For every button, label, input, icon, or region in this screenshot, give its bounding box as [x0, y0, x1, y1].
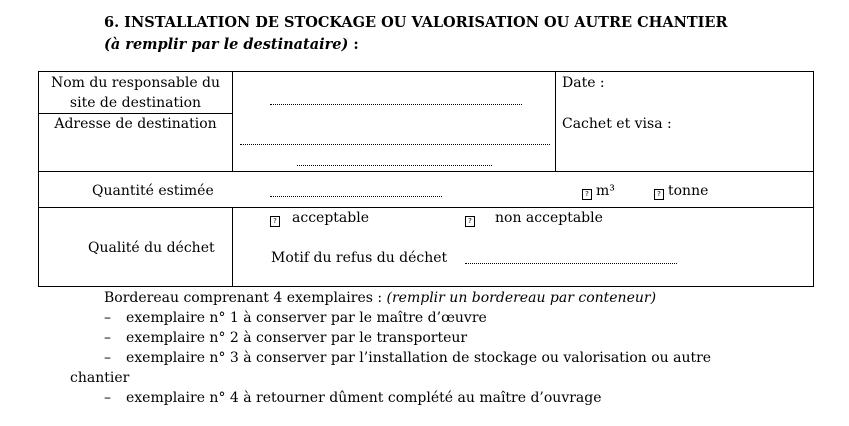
motif-refus-label: Motif du refus du déchet — [271, 250, 448, 266]
checkbox-icon: ? — [582, 189, 592, 200]
table-line-adresse-bottom — [38, 171, 814, 172]
cachet-visa-label: Cachet et visa : — [562, 116, 672, 132]
checkbox-icon: ? — [654, 189, 664, 200]
checkbox-icon: ? — [465, 216, 475, 227]
nom-responsable-label: Nom du responsable du site de destination — [50, 75, 221, 111]
table-line-top — [38, 71, 814, 72]
acceptable-option[interactable]: ? acceptable — [270, 210, 369, 227]
nom-responsable-field[interactable] — [270, 104, 522, 105]
list-item: – exemplaire n° 3 à conserver par l’installation de stockage ou valorisation ou autre — [104, 350, 712, 366]
adresse-field-line-1[interactable] — [240, 144, 550, 145]
list-item: – exemplaire n° 1 à conserver par le maître d’œuvre — [104, 310, 487, 326]
bordereau-note: Bordereau comprenant 4 exemplaires : (remplir un bordereau par conteneur) — [104, 290, 657, 306]
adresse-label: Adresse de destination — [54, 116, 217, 132]
adresse-field-line-2[interactable] — [297, 165, 492, 166]
table-line-right — [813, 71, 814, 287]
subtitle-italic: (à remplir par le destinataire) — [104, 36, 349, 53]
unit-m3-option[interactable]: ? m³ — [582, 183, 615, 200]
motif-refus-field[interactable] — [465, 263, 677, 264]
date-label: Date : — [562, 75, 605, 91]
quantite-label: Quantité estimée — [92, 183, 214, 199]
table-line-bottom — [38, 286, 814, 287]
table-line-quantite-bottom — [38, 207, 814, 208]
list-item-continuation: chantier — [70, 370, 130, 386]
unit-tonne-option[interactable]: ? tonne — [654, 183, 708, 200]
list-item: – exemplaire n° 2 à conserver par le transporteur — [104, 330, 468, 346]
qualite-label: Qualité du déchet — [88, 240, 215, 256]
table-line-col2 — [555, 71, 556, 172]
table-line-col1-bottom — [232, 207, 233, 287]
non-acceptable-option[interactable]: ? non acceptable — [465, 210, 603, 227]
section-subtitle — [104, 36, 359, 53]
section-title: 6. INSTALLATION DE STOCKAGE OU VALORISATION OU AUTRE CHANTIER — [104, 14, 728, 31]
quantite-field[interactable] — [270, 196, 442, 197]
checkbox-icon: ? — [270, 216, 280, 227]
subtitle-colon: : — [348, 36, 359, 53]
list-item: – exemplaire n° 4 à retourner dûment complété au maître d’ouvrage — [104, 390, 602, 406]
